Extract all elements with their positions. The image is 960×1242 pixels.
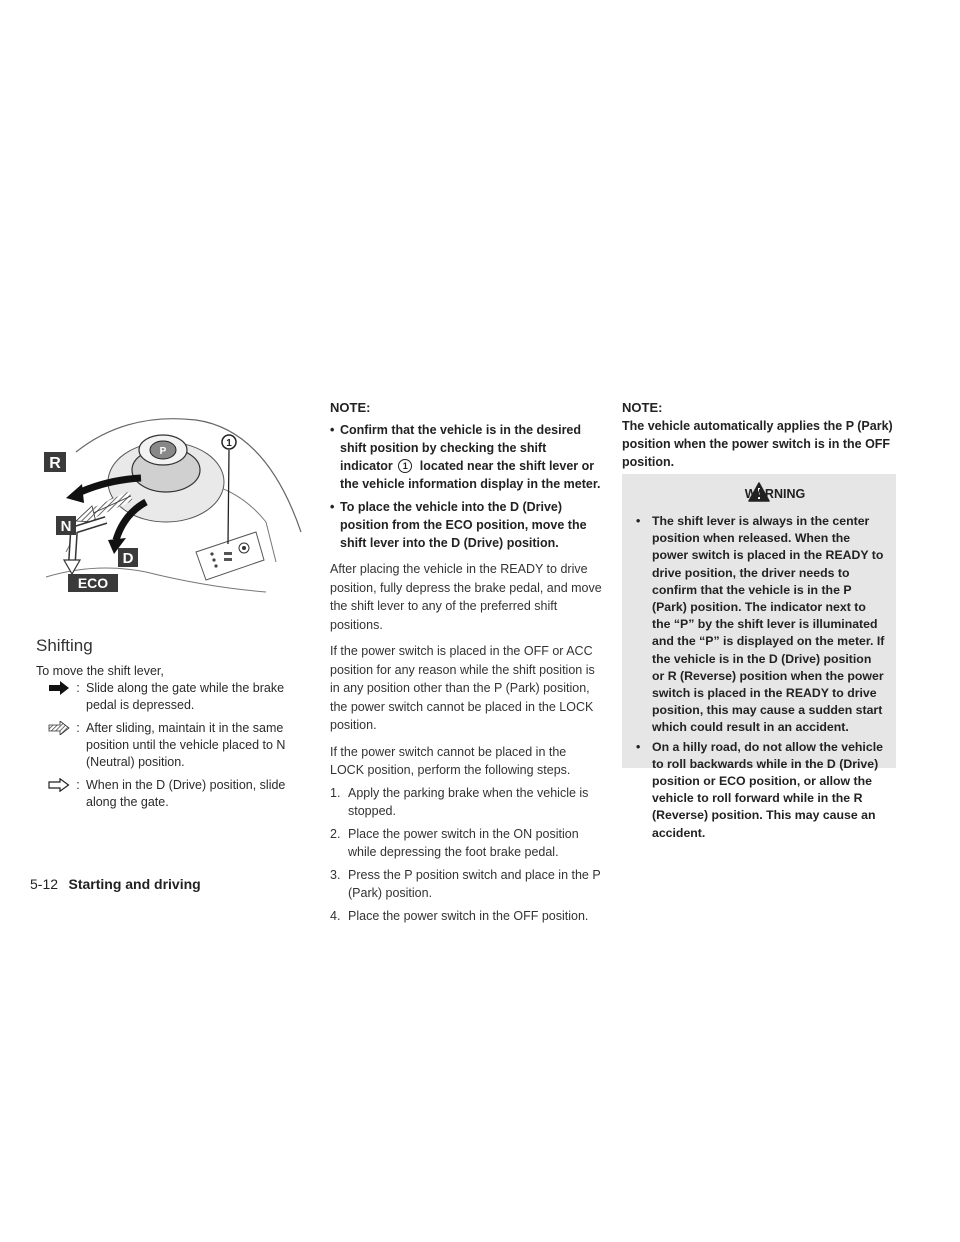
outline-arrow-icon [36, 777, 70, 811]
figure-label-p: P [159, 446, 167, 457]
note-section-2 [622, 400, 896, 471]
step-item: 4. Place the power switch in the OFF position. [330, 908, 589, 923]
shift-lever-diagram [36, 402, 306, 602]
figure-label-eco: ECO [77, 575, 109, 591]
warning-title: WARNING [744, 487, 806, 501]
figure-label-r: R [49, 455, 61, 472]
callout-1-icon: 1 [398, 459, 412, 473]
shift-lever-illustration [36, 402, 306, 602]
page-footer [30, 876, 201, 894]
warning-item: • On a hilly road, do not allow the vehicle to roll backwards while in the D (Drive) position or ECO position, or allow the vehicle to roll forward while in the R (Reverse) position. This may cause an accident. [636, 739, 883, 840]
paragraph: If the power switch is placed in the OFF or ACC position for any reason while the shift position is in any position other than the P (Park) position, the power switch cannot be placed in the LOCK position. [330, 644, 595, 732]
legend-text: Slide along the gate while the brake pedal is depressed. [86, 681, 285, 712]
section-title: Shifting [36, 636, 93, 655]
note-bullet: • To place the vehicle into the D (Drive) position from the ECO position, move the shift lever into the D (Drive) position. [330, 500, 587, 550]
hatched-arrow-icon [36, 720, 70, 771]
warning-item: • The shift lever is always in the center position when released. When the power switch is placed in the READY to drive position, the driver needs to confirm that the vehicle is in the P (Park) position. The indicator next to the “P” by the shift lever is illuminated and the “P” is displayed on the meter. If the vehicle is in the D (Drive) position or R (Reverse) position when the power switch is placed in the READY to drive position, this may cause a sudden start which could result in an accident. [636, 514, 885, 735]
note-section-1 [330, 400, 602, 925]
legend-text: When in the D (Drive) position, slide along the gate. [86, 778, 286, 809]
shifting-lead: To move the shift lever, [36, 664, 164, 678]
legend-item: : Slide along the gate while the brake pedal is depressed. [36, 680, 306, 714]
step-item: 2. Place the power switch in the ON position while depressing the foot brake pedal. [330, 826, 579, 859]
step-item: 3. Press the P position switch and place in the P (Park) position. [330, 867, 601, 900]
warning-box [622, 474, 896, 840]
note-heading: NOTE: [330, 400, 371, 415]
section-name: Starting and driving [68, 876, 201, 892]
page-number: 5-12 [30, 876, 59, 892]
paragraph: After placing the vehicle in the READY to drive position, fully depress the brake pedal, and move the shift lever to any of the preferred shift positions. [330, 562, 602, 632]
legend-text: After sliding, maintain it in the same position until the vehicle placed to N (Neutral) position. [86, 721, 286, 769]
step-item: 1. Apply the parking brake when the vehicle is stopped. [330, 785, 589, 818]
shifting-section [36, 636, 306, 811]
figure-label-n: N [60, 518, 72, 535]
legend-item: : After sliding, maintain it in the same position until the vehicle placed to N (Neutral) position. [36, 720, 306, 771]
note-text: The vehicle automatically applies the P (Park) position when the power switch is in the OFF position. [622, 419, 893, 469]
note-heading: NOTE: [622, 400, 663, 415]
legend-item: : When in the D (Drive) position, slide along the gate. [36, 777, 306, 811]
solid-arrow-icon [36, 680, 70, 714]
figure-callout-1: 1 [226, 438, 232, 449]
figure-label-d: D [122, 550, 134, 567]
paragraph: If the power switch cannot be placed in the LOCK position, perform the following steps. [330, 744, 571, 777]
note-bullet: • Confirm that the vehicle is in the desired shift position by checking the shift indicator 1 located near the shift lever or the vehicle information display in the meter. [330, 423, 601, 491]
